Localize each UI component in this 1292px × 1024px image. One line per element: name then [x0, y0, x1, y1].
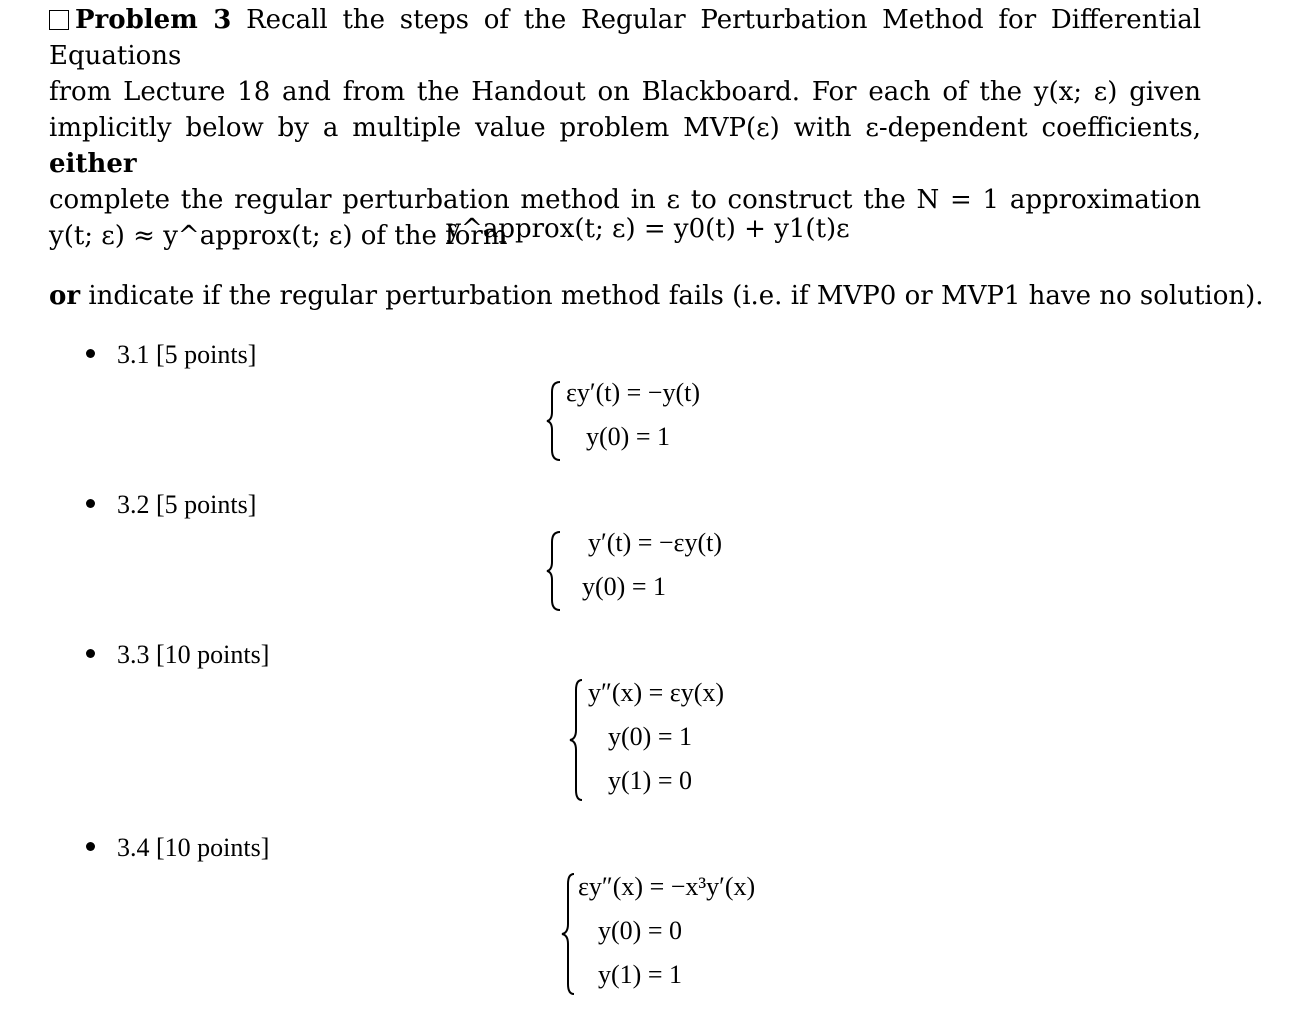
equation: y(1) = 0	[608, 766, 692, 795]
bullet-icon	[86, 842, 95, 851]
bullet-icon	[86, 649, 95, 658]
equation: y′(t) = −εy(t)	[588, 528, 723, 557]
equation: εy″(x) = −x³y′(x)	[578, 872, 756, 901]
equation: y(1) = 1	[598, 960, 682, 989]
or-bold: or	[49, 281, 81, 311]
equation: y(0) = 1	[586, 422, 670, 451]
intro-line-5: y(t; ε) ≈ y^approx(t; ε) of the form	[49, 221, 508, 251]
equation: y(0) = 1	[582, 572, 666, 601]
intro-line-4: complete the regular perturbation method in ε to construct the N = 1 approximation	[49, 185, 1201, 215]
display-formula: y^approx(t; ε) = y0(t) + y1(t)ε	[446, 214, 850, 244]
fails-sentence	[49, 278, 1264, 314]
intro-line-1-text: Recall the steps of the Regular Perturbation Method for Differential Equations	[49, 5, 1202, 71]
fails-text: indicate if the regular perturbation method fails (i.e. if MVP0 or MVP1 have no solution).	[88, 281, 1264, 311]
intro-line-1	[49, 2, 1201, 74]
either-bold: either	[49, 149, 137, 179]
equation: y″(x) = εy(x)	[588, 678, 725, 707]
bullet-icon	[86, 499, 95, 508]
part-3-1-label: 3.1 [5 points]	[86, 340, 256, 370]
problem-label: Problem 3	[75, 5, 232, 35]
left-brace-icon	[560, 870, 578, 998]
equation: y(0) = 1	[608, 722, 692, 751]
checkbox-icon[interactable]	[49, 10, 69, 30]
intro-line-3	[49, 110, 1201, 182]
equation: y(0) = 0	[598, 916, 682, 945]
part-3-2-label: 3.2 [5 points]	[86, 490, 256, 520]
part-3-3-system	[568, 676, 828, 804]
left-brace-icon	[568, 676, 586, 804]
part-3-1-system	[546, 378, 806, 464]
intro-line-2: from Lecture 18 and from the Handout on Blackboard. For each of the y(x; ε) given	[49, 77, 1201, 107]
bullet-icon	[86, 349, 95, 358]
part-3-2-system	[546, 528, 806, 614]
intro-line-3-text: implicitly below by a multiple value problem MVP(ε) with ε-dependent coefficients,	[49, 113, 1201, 143]
left-brace-icon	[546, 528, 564, 614]
equation: εy′(t) = −y(t)	[566, 378, 701, 407]
part-3-4-system	[560, 870, 840, 998]
part-3-3-label: 3.3 [10 points]	[86, 640, 269, 670]
left-brace-icon	[546, 378, 564, 464]
part-3-4-label: 3.4 [10 points]	[86, 833, 269, 863]
